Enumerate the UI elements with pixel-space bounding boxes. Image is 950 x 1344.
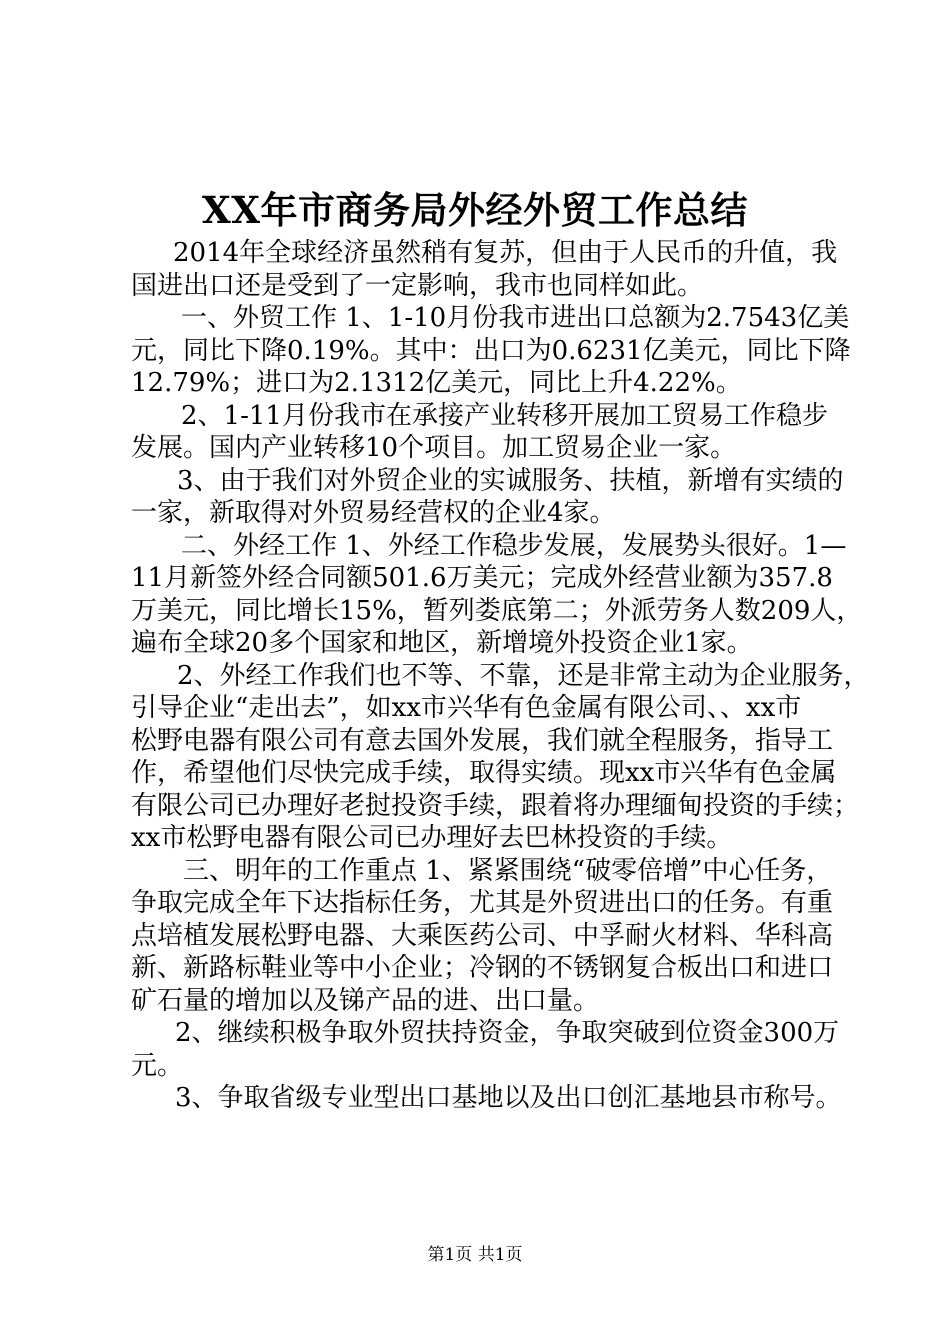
body-line: 作，希望他们尽快完成手续，取得实绩。现xx市兴华有色金属 <box>131 758 837 788</box>
body-line: 2014年全球经济虽然稍有复苏，但由于人民币的升值，我 <box>173 238 838 268</box>
body-line: 元。 <box>131 1050 184 1081</box>
body-line: 11月新签外经合同额501.6万美元；完成外经营业额为357.8 <box>131 563 833 593</box>
document-body <box>131 237 870 1115</box>
body-line: 2、外经工作我们也不等、不靠，还是非常主动为企业服务， <box>177 660 870 691</box>
body-line: 万美元，同比增长15%，暂列娄底第二；外派劳务人数209人， <box>131 595 863 626</box>
body-line: 矿石量的增加以及锑产品的进、出口量。 <box>131 985 600 1016</box>
body-line: 2、继续积极争取外贸扶持资金，争取突破到位资金300万 <box>175 1018 840 1048</box>
document-title: XX年市商务局外经外贸工作总结 <box>202 188 748 232</box>
body-line: 3、争取省级专业型出口基地以及出口创汇基地县市称号。 <box>175 1083 842 1113</box>
body-line: 松野电器有限公司有意去国外发展，我们就全程服务，指导工 <box>131 725 834 756</box>
body-line: 有限公司已办理好老挝投资手续，跟着将办理缅甸投资的手续； <box>131 790 860 821</box>
body-line: 一家，新取得对外贸易经营权的企业4家。 <box>131 498 616 528</box>
page-footer: 第1页 共1页 <box>427 1245 523 1265</box>
body-line: 争取完成全年下达指标任务，尤其是外贸进出口的任务。有重 <box>131 888 834 918</box>
body-line: 12.79%；进口为2.1312亿美元，同比上升4.22%。 <box>131 368 742 398</box>
body-line: xx市松野电器有限公司已办理好去巴林投资的手续。 <box>131 823 733 853</box>
body-line: 2、1-11月份我市在承接产业转移开展加工贸易工作稳步 <box>181 400 828 431</box>
body-line: 发展。国内产业转移10个项目。加工贸易企业一家。 <box>131 433 737 463</box>
body-line: 国进出口还是受到了一定影响，我市也同样如此。 <box>131 270 704 301</box>
body-line: 点培植发展松野电器、大乘医药公司、中孚耐火材料、华科高 <box>131 920 834 951</box>
body-line: 一、外贸工作 1、1-10月份我市进出口总额为2.7543亿美 <box>181 303 850 333</box>
body-line: 三、明年的工作重点 1、紧紧围绕“破零倍增”中心任务， <box>183 855 833 886</box>
body-line: 3、由于我们对外贸企业的实诚服务、扶植，新增有实绩的 <box>177 465 844 496</box>
body-line: 元，同比下降0.19%。其中：出口为0.6231亿美元，同比下降 <box>131 335 851 366</box>
body-line: 二、外经工作 1、外经工作稳步发展，发展势头很好。1— <box>181 530 847 561</box>
body-line: 遍布全球20多个国家和地区，新增境外投资企业1家。 <box>131 628 753 658</box>
body-line: 新、新路标鞋业等中小企业；冷钢的不锈钢复合板出口和进口 <box>131 953 834 983</box>
body-line: 引导企业“走出去”，如xx市兴华有色金属有限公司、、xx市 <box>131 693 802 723</box>
